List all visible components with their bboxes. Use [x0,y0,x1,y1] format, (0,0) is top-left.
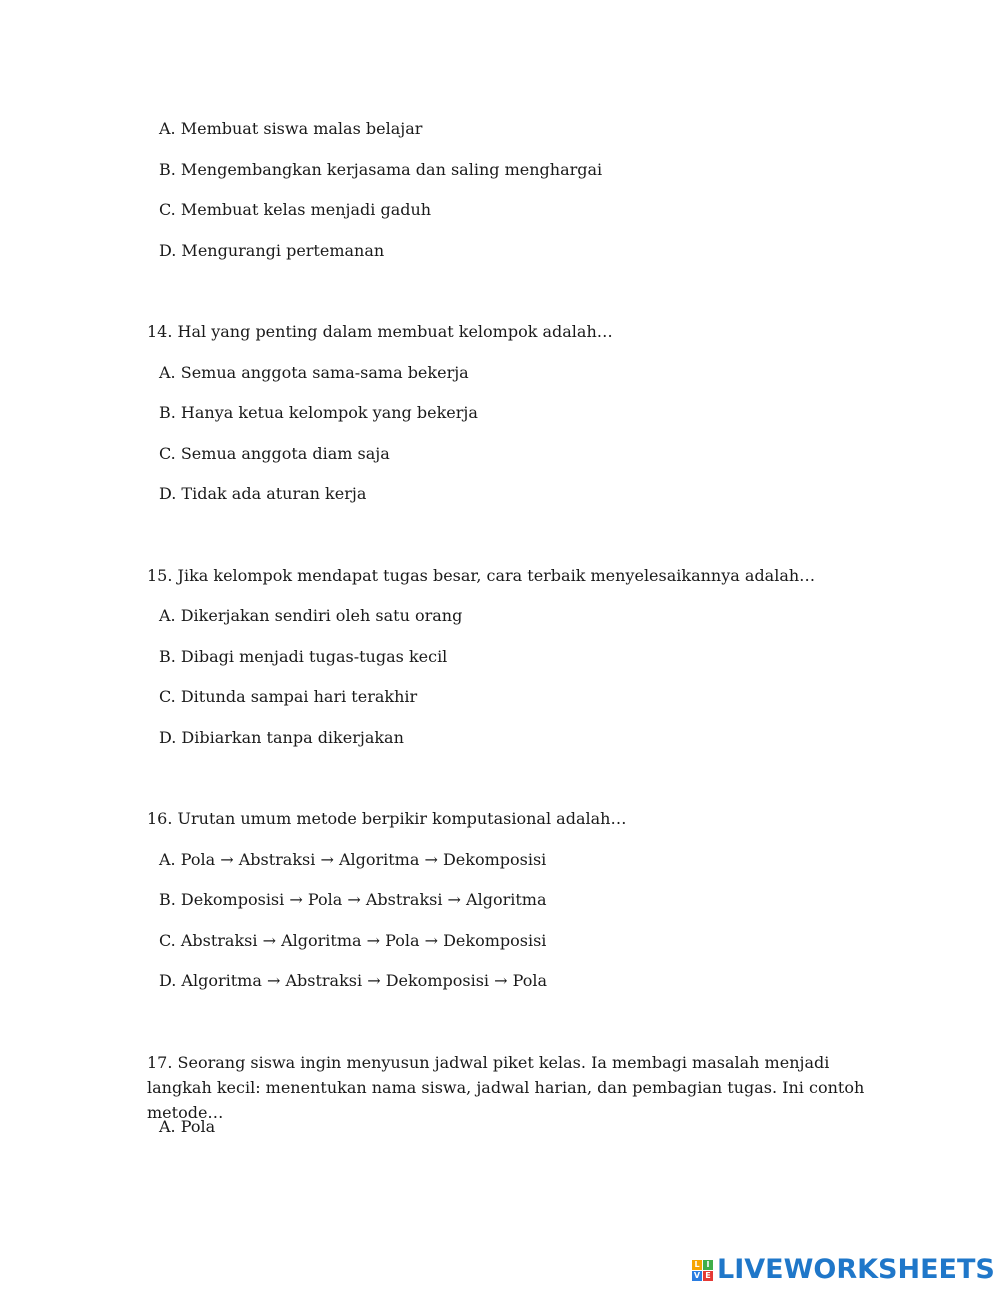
q15-question: 15. Jika kelompok mendapat tugas besar, cara terbaik menyelesaikannya adalah… [147,566,816,585]
live-badge-icon: L I V E [692,1260,713,1281]
q17-question: 17. Seorang siswa ingin menyusun jadwal piket kelas. Ia membagi masalah menjadi langkah kecil: menentukan nama siswa, jadwal harian, dan pembagian tugas. Ini contoh metode… [147,1053,865,1122]
q13-option-d: D. Mengurangi pertemanan [159,241,385,260]
q14-question: 14. Hal yang penting dalam membuat kelompok adalah… [147,322,613,341]
q14-option-d: D. Tidak ada aturan kerja [159,484,367,503]
liveworksheets-logo [692,1255,995,1285]
q15-option-a: A. Dikerjakan sendiri oleh satu orang [159,606,463,625]
q15-option-d: D. Dibiarkan tanpa dikerjakan [159,728,404,747]
q14-option-a: A. Semua anggota sama-sama bekerja [159,363,469,382]
q16-option-b: B. Dekomposisi → Pola → Abstraksi → Algoritma [159,890,547,909]
q16-option-a: A. Pola → Abstraksi → Algoritma → Dekomposisi [159,850,547,869]
q13-option-b: B. Mengembangkan kerjasama dan saling menghargai [159,160,603,179]
q16-question: 16. Urutan umum metode berpikir komputasional adalah… [147,809,627,828]
q16-option-d: D. Algoritma → Abstraksi → Dekomposisi → Pola [159,971,547,990]
q15-option-b: B. Dibagi menjadi tugas-tugas kecil [159,647,448,666]
q14-option-b: B. Hanya ketua kelompok yang bekerja [159,403,478,422]
q13-option-a: A. Membuat siswa malas belajar [159,119,423,138]
logo-text: LIVEWORKSHEETS [717,1254,995,1285]
q13-option-c: C. Membuat kelas menjadi gaduh [159,200,432,219]
q14-option-c: C. Semua anggota diam saja [159,444,390,463]
q16-option-c: C. Abstraksi → Algoritma → Pola → Dekomposisi [159,931,547,950]
q17-option-a: A. Pola [159,1117,216,1136]
q15-option-c: C. Ditunda sampai hari terakhir [159,687,418,706]
